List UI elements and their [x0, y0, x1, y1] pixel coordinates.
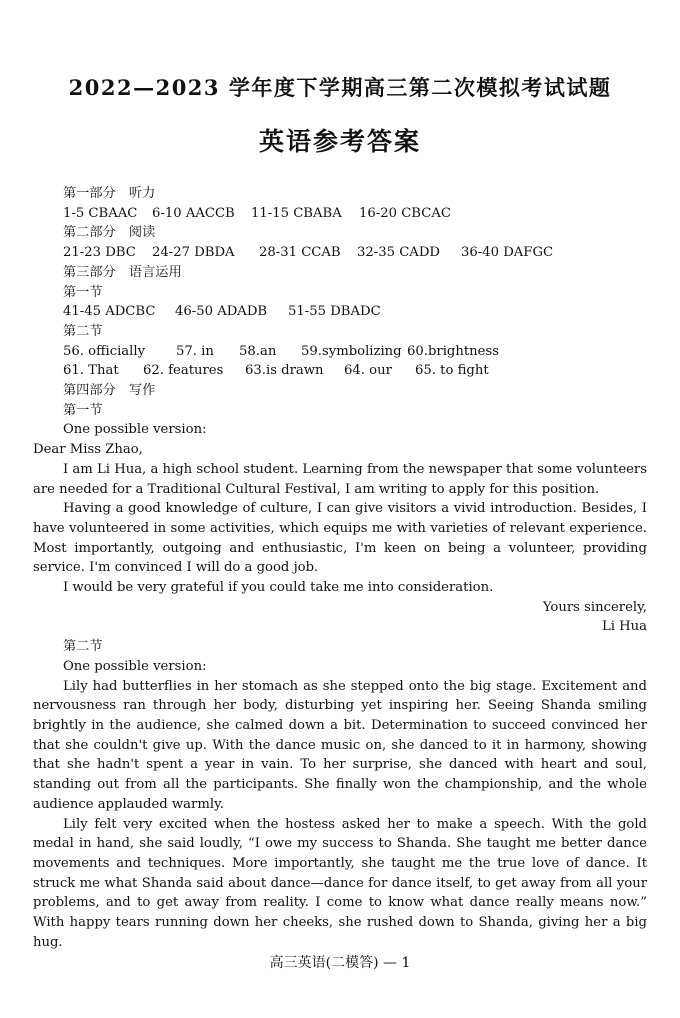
exam-title: 2022—2023 学年度下学期高三第二次模拟考试试题: [68, 75, 612, 100]
answer-group: 46-50 ADADB: [175, 304, 268, 320]
answer-item: 58.an: [239, 343, 277, 359]
letter-paragraph: I am Li Hua, a high school student. Learning from the newspaper that some volunteers are needed for a Traditional Cultural Festival, I am writing to apply for this position.: [33, 461, 647, 497]
story-paragraph: Lily had butterflies in her stomach as she stepped onto the big stage. Excitement and nervousness ran through her body, disturbing yet inspiring her. Seeing Shanda smiling brightly in the audience, she calmed down a bit. Determination to succeed convinced her that she couldn't give up. With the dance music on, she danced to it in harmony, showing that she hadn't spent a year in vain. To her surprise, she danced with heart and soul, standing out from all the participants. She finally won the championship, and the whole audience applauded warmly.: [33, 678, 647, 812]
answer-group: 6-10 AACCB: [152, 205, 235, 221]
answer-item: 62. features: [143, 363, 224, 379]
part4-heading: 第四部分 写作: [63, 383, 156, 399]
answer-group: 28-31 CCAB: [259, 245, 341, 261]
story-paragraph: Lily felt very excited when the hostess asked her to make a speech. With the gold medal in hand, she said loudly, “I owe my success to Shanda. She taught me better dance movements and techniques. More importantly, she taught me the true love of dance. It struck me what Shanda said about dance—dance for dance itself, to get away from all your problems, and to get away from reality. I come to know what dance really means now.” With happy tears running down her cheeks, she rushed down to Shanda, giving her a big hug.: [33, 816, 647, 950]
answer-group: 41-45 ADCBC: [63, 304, 156, 320]
letter-paragraph: I would be very grateful if you could take me into consideration.: [63, 580, 494, 596]
answer-group: 11-15 CBABA: [251, 205, 342, 221]
part1-answers: [33, 204, 647, 224]
part3-section1-answers: [33, 302, 647, 322]
answer-item: 61. That: [63, 363, 119, 379]
answer-item: 65. to fight: [415, 363, 489, 379]
part4-section2-heading: 第二节: [63, 639, 103, 655]
version-label: One possible version:: [63, 422, 207, 438]
answer-item: 60.brightness: [407, 343, 500, 359]
answer-content: [33, 184, 647, 952]
answer-group: 21-23 DBC: [63, 245, 136, 261]
answer-group: 51-55 DBADC: [288, 304, 381, 320]
part2-answers: [33, 243, 647, 263]
answer-item: 63.is drawn: [245, 363, 324, 379]
answer-group: 16-20 CBCAC: [359, 205, 451, 221]
answer-item: 57. in: [176, 343, 214, 359]
answer-item: 56. officially: [63, 343, 146, 359]
answer-key-title: 英语参考答案: [258, 127, 421, 156]
answer-group: 36-40 DAFGC: [461, 245, 554, 261]
part2-heading: 第二部分 阅读: [63, 225, 156, 241]
letter-paragraph: Having a good knowledge of culture, I can give visitors a vivid introduction. Besides, I have volunteered in some activities, which equips me with varieties of relevant experience. Most importantly, outgoing and enthusiastic, I'm keen on being a volunteer, providing service. I'm convinced I will do a good job.: [33, 501, 647, 576]
part3-section1-heading: 第一节: [63, 284, 103, 300]
answer-group: 1-5 CBAAC: [63, 205, 138, 221]
answer-item: 59.symbolizing: [301, 343, 402, 359]
letter-signature: Li Hua: [601, 619, 647, 635]
letter-closing: Yours sincerely,: [542, 599, 647, 615]
part3-section2-heading: 第二节: [63, 323, 103, 339]
answer-group: 24-27 DBDA: [152, 245, 235, 261]
part3-section2-row2: [33, 361, 647, 381]
part3-heading: 第三部分 语言运用: [63, 264, 182, 280]
part4-section1-heading: 第一节: [63, 402, 103, 418]
part1-heading: 第一部分 听力: [63, 186, 156, 201]
version-label: One possible version:: [63, 658, 207, 674]
answer-item: 64. our: [344, 363, 392, 379]
answer-group: 32-35 CADD: [357, 245, 440, 261]
part3-section2-row1: [33, 342, 647, 362]
page-footer: 高三英语(二模答) — 1: [269, 955, 411, 971]
letter-salutation: Dear Miss Zhao,: [33, 442, 143, 458]
